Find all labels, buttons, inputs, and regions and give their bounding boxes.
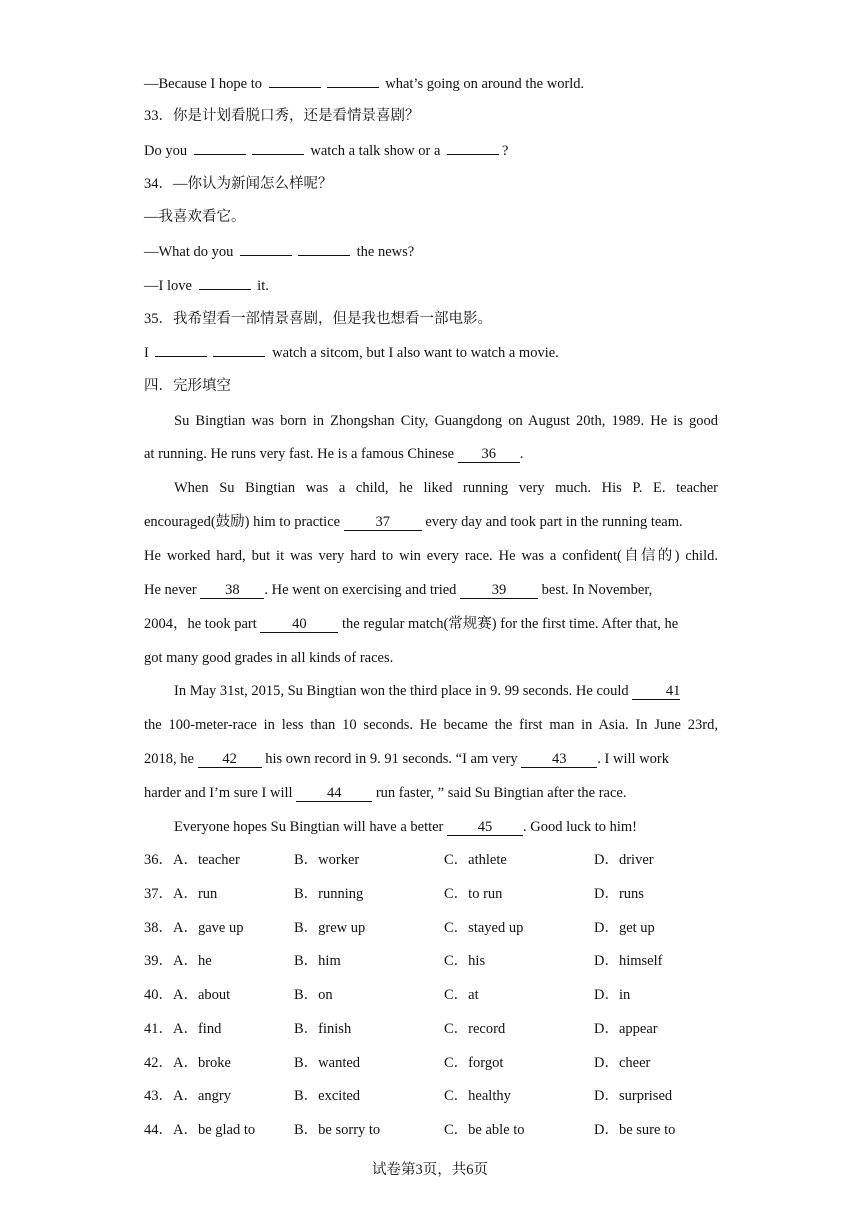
option-d[interactable]: D．surprised <box>594 1088 673 1104</box>
q34-answer-line-1 <box>144 241 718 262</box>
passage-line <box>144 444 718 464</box>
q35-answer-line <box>144 342 718 363</box>
cloze-blank-45[interactable]: 45 <box>447 819 523 836</box>
answer-blank[interactable] <box>194 140 246 155</box>
option-b[interactable]: B．excited <box>294 1088 361 1104</box>
option-row-39 <box>144 951 718 971</box>
page-footer: 试卷第3页，共6页 <box>372 1162 488 1178</box>
answer-blank[interactable] <box>213 342 265 357</box>
q34-prompt-2: —我喜欢看它。 <box>144 209 246 225</box>
option-c[interactable]: C．athlete <box>444 852 507 868</box>
sentence-text: it. <box>257 278 269 294</box>
passage-line <box>174 681 718 701</box>
passage-line <box>144 749 718 769</box>
option-c[interactable]: C．forgot <box>444 1055 504 1071</box>
option-c[interactable]: C．to run <box>444 886 503 902</box>
sentence-text: the news? <box>356 244 415 260</box>
option-c[interactable]: C．be able to <box>444 1122 525 1138</box>
option-row-42 <box>144 1053 718 1073</box>
sentence-text: encouraged(鼓励) him to practice <box>144 514 341 530</box>
passage-line: the 100-meter-race in less than 10 seconds. He became the first man in Asia. In June 23rd, <box>144 717 718 733</box>
cloze-blank-44[interactable]: 44 <box>296 785 372 802</box>
sentence-text: He never <box>144 582 197 598</box>
option-d[interactable]: D．be sure to <box>594 1122 676 1138</box>
cloze-blank-43[interactable]: 43 <box>521 751 597 768</box>
cloze-blank-37[interactable]: 37 <box>344 514 422 531</box>
option-row-43 <box>144 1086 718 1106</box>
passage-line <box>144 783 718 803</box>
passage-line <box>144 580 718 600</box>
option-row-38 <box>144 918 718 938</box>
option-d[interactable]: D．appear <box>594 1021 658 1037</box>
passage-line: When Su Bingtian was a child, he liked running very much. His P. E. teacher <box>174 480 718 496</box>
sentence-text: the regular match(常规赛) for the first time. After that, he <box>342 616 679 632</box>
q35-prompt: 35．我希望看一部情景喜剧，但是我也想看一部电影。 <box>144 311 492 327</box>
answer-blank[interactable] <box>199 275 251 290</box>
sentence-text: 2004，he took part <box>144 616 257 632</box>
sentence-text: harder and I’m sure I will <box>144 785 293 801</box>
option-b[interactable]: B．him <box>294 953 341 969</box>
sentence-text: every day and took part in the running team. <box>425 514 683 530</box>
option-b[interactable]: B．worker <box>294 852 360 868</box>
option-a[interactable]: 41．A．find <box>144 1021 222 1037</box>
passage-line: Su Bingtian was born in Zhongshan City, Guangdong on August 20th, 1989. He is good <box>174 413 718 429</box>
option-d[interactable]: D．get up <box>594 920 655 936</box>
q33-prompt: 33．你是计划看脱口秀，还是看情景喜剧？ <box>144 108 420 124</box>
cloze-blank-36[interactable]: 36 <box>458 446 520 463</box>
sentence-text: 2018, he <box>144 751 194 767</box>
sentence-text: . Good luck to him! <box>523 819 637 835</box>
option-b[interactable]: B．be sorry to <box>294 1122 381 1138</box>
option-row-44 <box>144 1120 718 1140</box>
answer-blank[interactable] <box>298 241 350 256</box>
cloze-blank-42[interactable]: 42 <box>198 751 262 768</box>
option-a[interactable]: 43．A．angry <box>144 1088 231 1104</box>
option-a[interactable]: 39．A．he <box>144 953 212 969</box>
sentence-text: In May 31st, 2015, Su Bingtian won the third place in 9. 99 seconds. He could <box>174 683 629 699</box>
option-b[interactable]: B．wanted <box>294 1055 361 1071</box>
option-a[interactable]: 38．A．gave up <box>144 920 244 936</box>
option-row-36 <box>144 850 718 870</box>
answer-blank[interactable] <box>447 140 499 155</box>
option-b[interactable]: B．running <box>294 886 364 902</box>
option-c[interactable]: C．at <box>444 987 479 1003</box>
option-d[interactable]: D．himself <box>594 953 663 969</box>
option-row-37 <box>144 884 718 904</box>
answer-blank[interactable] <box>252 140 304 155</box>
q34-prompt: 34．—你认为新闻怎么样呢？ <box>144 176 333 192</box>
answer-blank[interactable] <box>269 73 321 88</box>
sentence-text: —Because I hope to <box>144 76 262 92</box>
section-title: 四．完形填空 <box>144 378 231 394</box>
option-d[interactable]: D．runs <box>594 886 644 902</box>
option-c[interactable]: C．healthy <box>444 1088 511 1104</box>
sentence-text: Everyone hopes Su Bingtian will have a better <box>174 819 444 835</box>
cloze-blank-40[interactable]: 40 <box>260 616 338 633</box>
sentence-text: what’s going on around the world. <box>385 76 585 92</box>
answer-blank[interactable] <box>240 241 292 256</box>
option-b[interactable]: B．finish <box>294 1021 352 1037</box>
option-a[interactable]: 44．A．be glad to <box>144 1122 256 1138</box>
passage-line: He worked hard, but it was very hard to win every race. He was a confident(自信的) child. <box>144 548 718 564</box>
sentence-text: Do you <box>144 143 188 159</box>
option-c[interactable]: C．stayed up <box>444 920 524 936</box>
option-d[interactable]: D．driver <box>594 852 654 868</box>
q34-answer-line-2 <box>144 275 718 296</box>
option-a[interactable]: 42．A．broke <box>144 1055 231 1071</box>
answer-blank[interactable] <box>155 342 207 357</box>
cloze-blank-38[interactable]: 38 <box>200 582 264 599</box>
option-a[interactable]: 36．A．teacher <box>144 852 240 868</box>
option-d[interactable]: D．in <box>594 987 631 1003</box>
option-a[interactable]: 37．A．run <box>144 886 218 902</box>
sentence-text: —What do you <box>144 244 234 260</box>
sentence-text: best. In November, <box>541 582 653 598</box>
sentence-text: watch a talk show or a <box>310 143 441 159</box>
option-row-41 <box>144 1019 718 1039</box>
option-c[interactable]: C．record <box>444 1021 506 1037</box>
passage-line <box>144 512 718 532</box>
q33-answer-line <box>144 140 718 161</box>
q32-answer-line <box>144 73 718 94</box>
option-d[interactable]: D．cheer <box>594 1055 651 1071</box>
sentence-text: watch a sitcom, but I also want to watch a movie. <box>272 345 559 361</box>
option-c[interactable]: C．his <box>444 953 486 969</box>
sentence-text: . I will work <box>597 751 669 767</box>
sentence-text: at running. He runs very fast. He is a famous Chinese <box>144 446 455 462</box>
passage-line <box>144 614 718 634</box>
option-b[interactable]: B．on <box>294 987 333 1003</box>
answer-blank[interactable] <box>327 73 379 88</box>
sentence-text: . He went on exercising and tried <box>264 582 457 598</box>
sentence-text: run faster, ” said Su Bingtian after the race. <box>375 785 627 801</box>
sentence-text: —I love <box>144 278 192 294</box>
passage-line <box>174 817 718 837</box>
sentence-text: his own record in 9. 91 seconds. “I am very <box>265 751 518 767</box>
cloze-blank-41[interactable]: 41 <box>632 683 680 700</box>
option-b[interactable]: B．grew up <box>294 920 366 936</box>
sentence-text: I <box>144 345 149 361</box>
passage-line: got many good grades in all kinds of races. <box>144 650 394 666</box>
sentence-text: ? <box>502 143 509 159</box>
cloze-blank-39[interactable]: 39 <box>460 582 538 599</box>
sentence-text: . <box>519 446 524 462</box>
option-a[interactable]: 40．A．about <box>144 987 231 1003</box>
option-row-40 <box>144 985 718 1005</box>
